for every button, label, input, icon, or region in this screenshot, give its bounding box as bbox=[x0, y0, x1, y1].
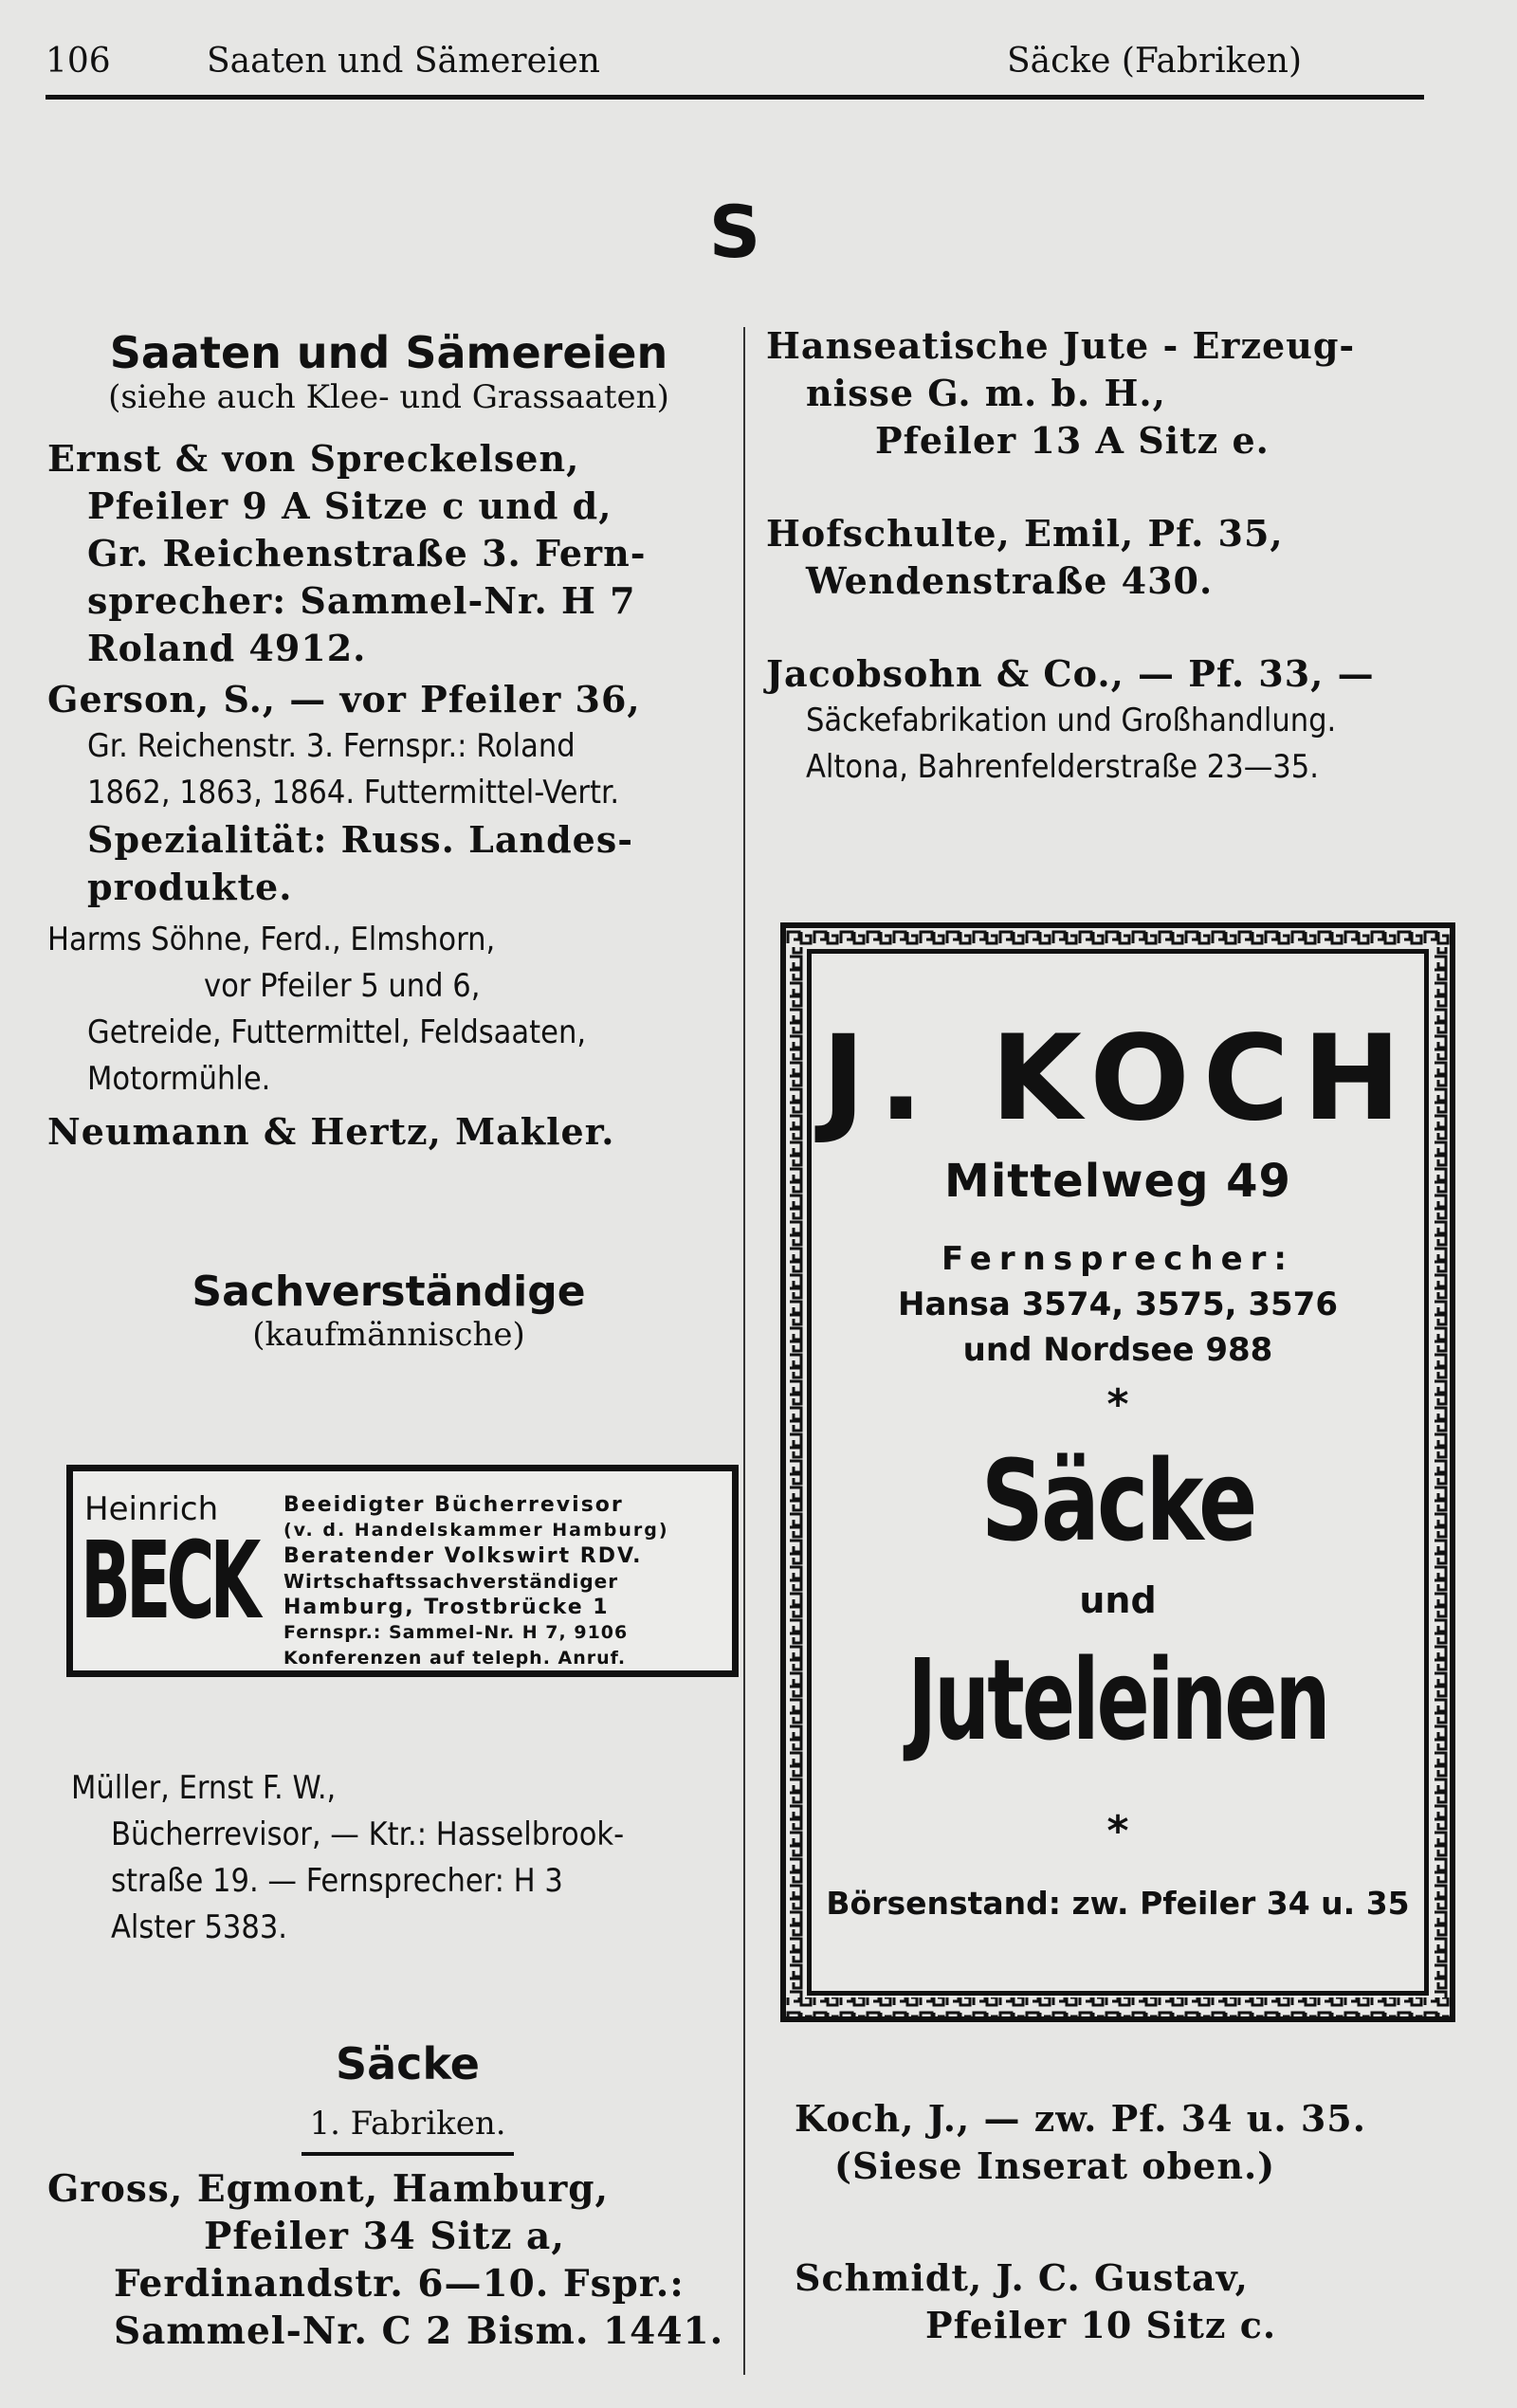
beck-surname: BECK bbox=[81, 1520, 257, 1643]
beck-line: Konferenzen auf teleph. Anruf. bbox=[283, 1648, 627, 1669]
entry-line: Roland 4912. bbox=[87, 627, 367, 669]
right-column bbox=[766, 322, 1449, 791]
entry-line: Hanseatische Jute - Erzeug- bbox=[766, 324, 1356, 367]
koch-advertisement bbox=[780, 922, 1455, 2022]
entry-line: Alster 5383. bbox=[111, 1908, 287, 1946]
entry-line: Müller, Ernst F. W., bbox=[71, 1769, 337, 1807]
beck-line: Fernspr.: Sammel-Nr. H 7, 9106 bbox=[283, 1622, 629, 1643]
right-bottom-entries bbox=[795, 2095, 1458, 2349]
entry-line: (Siese Inserat oben.) bbox=[834, 2144, 1276, 2187]
entry-line: vor Pfeiler 5 und 6, bbox=[204, 967, 481, 1005]
entry-line: Pfeiler 13 A Sitz e. bbox=[875, 419, 1270, 462]
left-column bbox=[47, 327, 730, 1354]
koch-boersenstand: Börsenstand: zw. Pfeiler 34 u. 35 bbox=[826, 1885, 1410, 1922]
entry-koch bbox=[795, 2095, 1458, 2190]
koch-and: und bbox=[1079, 1579, 1157, 1621]
koch-phone-label: Fernsprecher: bbox=[941, 1240, 1295, 1278]
star-icon: * bbox=[1106, 1807, 1129, 1855]
entry-line: Ernst & von Spreckelsen, bbox=[47, 437, 580, 480]
entry-line: Gross, Egmont, Hamburg, bbox=[47, 2167, 610, 2211]
entry-line: Pfeiler 10 Sitz c. bbox=[925, 2304, 1277, 2346]
header-rule bbox=[46, 95, 1424, 100]
entry-line: 1862, 1863, 1864. Futtermittel-Vertr. bbox=[87, 774, 620, 812]
beck-line: Beeidigter Bücherrevisor bbox=[283, 1493, 624, 1517]
entry-line: Gr. Reichenstraße 3. Fern- bbox=[87, 532, 647, 575]
koch-address: Mittelweg 49 bbox=[944, 1155, 1291, 1208]
page-number: 106 bbox=[46, 42, 111, 81]
entry-line: Harms Söhne, Ferd., Elmshorn, bbox=[47, 921, 496, 958]
star-icon: * bbox=[1106, 1380, 1129, 1429]
entry-line: Sammel-Nr. C 2 Bism. 1441. bbox=[114, 2309, 724, 2353]
entry-ernst bbox=[47, 435, 730, 672]
entry-line: Altona, Bahrenfelderstraße 23—35. bbox=[806, 748, 1319, 786]
beck-line: Beratender Volkswirt RDV. bbox=[283, 1544, 643, 1568]
section-title-sachverstaendige: Sachverständige bbox=[192, 1268, 586, 1316]
entry-line: Hofschulte, Emil, Pf. 35, bbox=[766, 512, 1284, 555]
entry-mueller bbox=[71, 1765, 735, 1951]
entry-hofschulte bbox=[766, 510, 1449, 605]
entry-name: Gerson, S., — vor Pfeiler 36, bbox=[47, 678, 641, 721]
entry-line: Bücherrevisor, — Ktr.: Hasselbrook- bbox=[111, 1815, 625, 1853]
entry-neumann bbox=[47, 1108, 730, 1156]
entry-line: sprecher: Sammel-Nr. H 7 bbox=[87, 579, 636, 622]
entry-line: nisse G. m. b. H., bbox=[806, 372, 1166, 414]
section-sachverstaendige bbox=[47, 1268, 730, 1354]
entry-line: Spezialität: Russ. Landes- bbox=[87, 818, 634, 861]
beck-first-name: Heinrich bbox=[84, 1490, 219, 1528]
entry-line: produkte. bbox=[87, 866, 293, 908]
entry-line: Motormühle. bbox=[87, 1060, 271, 1098]
section-letter: S bbox=[708, 190, 761, 274]
section-saecke bbox=[47, 2038, 768, 2355]
entry-name: Jacobsohn & Co., — Pf. 33, — bbox=[766, 652, 1375, 695]
section-subtitle-sachverstaendige: (kaufmännische) bbox=[252, 1316, 525, 1354]
running-heading-right: Säcke (Fabriken) bbox=[1007, 42, 1303, 81]
entry-line: Pfeiler 9 A Sitze c und d, bbox=[87, 484, 612, 527]
beck-advertisement bbox=[66, 1465, 739, 1677]
entry-line: straße 19. — Fernsprecher: H 3 bbox=[111, 1862, 563, 1900]
section-subtitle-saaten: (siehe auch Klee- und Grassaaten) bbox=[108, 378, 669, 416]
entry-line: Neumann & Hertz, Makler. bbox=[47, 1110, 615, 1153]
entry-hanseatische bbox=[766, 322, 1449, 465]
koch-phone-nordsee: und Nordsee 988 bbox=[962, 1331, 1273, 1369]
saecke-subtitle-text: 1. Fabriken. bbox=[302, 2105, 513, 2156]
entry-line: Wendenstraße 430. bbox=[806, 559, 1214, 602]
koch-name: J. KOCH bbox=[821, 1011, 1415, 1147]
section-title-saecke: Säcke bbox=[336, 2038, 480, 2089]
entry-line: Koch, J., — zw. Pf. 34 u. 35. bbox=[795, 2097, 1366, 2140]
beck-line: (v. d. Handelskammer Hamburg) bbox=[283, 1520, 669, 1541]
beck-details bbox=[283, 1492, 720, 1671]
koch-inner-frame bbox=[807, 949, 1429, 1996]
entry-gross bbox=[47, 2165, 768, 2355]
entry-gerson bbox=[47, 676, 730, 911]
entry-line: Ferdinandstr. 6—10. Fspr.: bbox=[114, 2262, 685, 2306]
koch-product-saecke: Säcke bbox=[980, 1435, 1255, 1566]
koch-phone-numbers: Hansa 3574, 3575, 3576 bbox=[897, 1286, 1338, 1323]
entry-jacobsohn bbox=[766, 650, 1449, 791]
running-title: Saaten und Sämereien bbox=[207, 42, 600, 81]
entry-line: Getreide, Futtermittel, Feldsaaten, bbox=[87, 1013, 587, 1051]
beck-line: Wirtschaftssachverständiger bbox=[283, 1570, 619, 1593]
entry-line: Pfeiler 34 Sitz a, bbox=[204, 2215, 565, 2258]
koch-product-juteleinen: Juteleinen bbox=[907, 1634, 1328, 1765]
beck-line: Hamburg, Trostbrücke 1 bbox=[283, 1596, 610, 1619]
section-subtitle-saecke bbox=[47, 2105, 768, 2143]
section-title-saaten: Saaten und Sämereien bbox=[109, 327, 668, 378]
entry-harms bbox=[47, 917, 730, 1103]
entry-line: Gr. Reichenstr. 3. Fernspr.: Roland bbox=[87, 727, 576, 765]
entry-schmidt bbox=[795, 2254, 1458, 2349]
entry-line: Schmidt, J. C. Gustav, bbox=[795, 2256, 1249, 2299]
entry-line: Säckefabrikation und Großhandlung. bbox=[806, 702, 1337, 739]
